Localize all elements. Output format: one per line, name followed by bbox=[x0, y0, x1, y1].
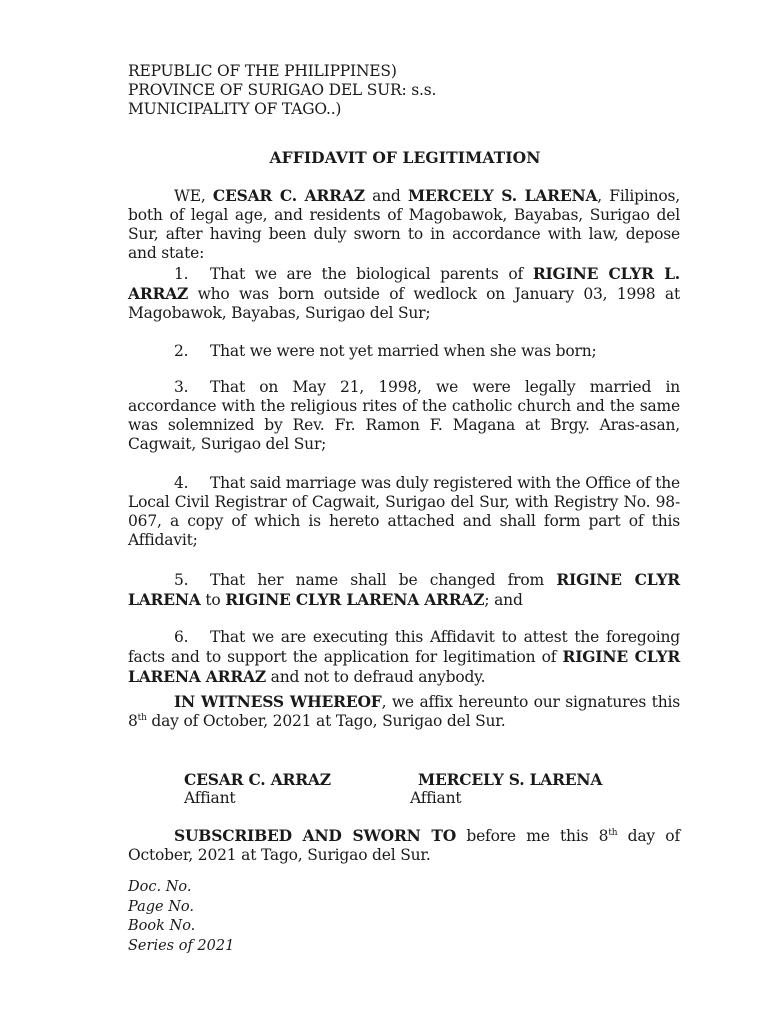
statement-number: 6. bbox=[174, 628, 189, 646]
statement-text: and not to defraud anybody. bbox=[265, 668, 486, 686]
child-new-name: RIGINE CLYR LARENA ARRAZ bbox=[225, 590, 485, 609]
statement-text: That we were not yet married when she was born; bbox=[210, 342, 597, 360]
intro-rest: , Filipinos, both of legal age, and residents of Magobawok, Bayabas, Surigao del Sur, after having been duly sworn to in accordance with law, depose and state: bbox=[128, 187, 680, 262]
statement-number: 4. bbox=[174, 474, 189, 492]
statement-text: to bbox=[200, 591, 226, 609]
page-number-label: Page No. bbox=[128, 898, 194, 915]
signatory-role: Affiant bbox=[410, 789, 462, 807]
signatory-name: CESAR C. ARRAZ bbox=[184, 770, 331, 789]
statement-text: That said marriage was duly registered with the Office of the Local Civil Registrar of Cagwait, Surigao del Sur, with Registry No. 98-067, a copy of which is hereto attached and shall form part of this Affidavit; bbox=[128, 474, 680, 549]
statement-number: 5. bbox=[174, 571, 189, 589]
child-new-name: RIGINE CLYR LARENA ARRAZ bbox=[128, 647, 680, 686]
statement-text: ; and bbox=[484, 591, 523, 609]
statement-number: 1. bbox=[174, 265, 189, 283]
jurat-paragraph bbox=[128, 826, 680, 865]
intro-we: WE, bbox=[174, 187, 213, 205]
statement-text: That we are executing this Affidavit to attest the foregoing facts and to support the application for legitimation of bbox=[128, 628, 680, 666]
series-label: Series of 2021 bbox=[128, 937, 235, 954]
signature-block-2 bbox=[410, 770, 603, 808]
ordinal-suffix: th bbox=[608, 827, 618, 838]
signatory-role: Affiant bbox=[184, 789, 236, 807]
venue-header bbox=[128, 62, 436, 119]
witness-heading: IN WITNESS WHEREOF bbox=[174, 692, 382, 711]
ordinal-suffix: th bbox=[137, 712, 147, 723]
child-current-name: RIGINE CLYR LARENA bbox=[128, 570, 680, 609]
signature-block-1 bbox=[184, 770, 331, 808]
statement-3 bbox=[128, 378, 680, 454]
statement-5 bbox=[128, 570, 680, 610]
doc-number-label: Doc. No. bbox=[128, 879, 192, 895]
witness-text: day of October, 2021 at Tago, Surigao del Sur. bbox=[146, 712, 506, 730]
statement-text: That her name shall be changed from bbox=[210, 571, 557, 589]
document-title: AFFIDAVIT OF LEGITIMATION bbox=[269, 148, 541, 167]
statement-1 bbox=[128, 264, 680, 323]
jurat-text: day of October, 2021 at Tago, Surigao del Sur. bbox=[128, 827, 680, 864]
intro-paragraph bbox=[128, 186, 680, 263]
affiant-name-1: CESAR C. ARRAZ bbox=[212, 186, 365, 205]
signatory-name: MERCELY S. LARENA bbox=[418, 770, 603, 789]
venue-province: PROVINCE OF SURIGAO DEL SUR: s.s. bbox=[128, 81, 437, 99]
jurat-text: before me this 8 bbox=[456, 827, 609, 845]
intro-and: and bbox=[364, 187, 408, 205]
venue-republic: REPUBLIC OF THE PHILIPPINES) bbox=[128, 62, 397, 80]
affiant-name-2: MERCELY S. LARENA bbox=[407, 186, 598, 205]
child-name: RIGINE CLYR L. ARRAZ bbox=[128, 264, 680, 303]
statement-number: 2. bbox=[174, 342, 189, 360]
witness-text: , we affix hereunto our signatures this 8 bbox=[128, 693, 680, 730]
statement-number: 3. bbox=[174, 378, 189, 396]
statement-6 bbox=[128, 628, 680, 687]
notarial-register bbox=[128, 878, 234, 956]
venue-municipality: MUNICIPALITY OF TAGO..) bbox=[128, 100, 342, 118]
statement-2 bbox=[128, 342, 680, 361]
statement-4 bbox=[128, 474, 680, 550]
book-number-label: Book No. bbox=[128, 918, 196, 934]
statement-text: who was born outside of wedlock on January 03, 1998 at Magobawok, Bayabas, Surigao del Sur; bbox=[128, 285, 680, 322]
witness-paragraph bbox=[128, 692, 680, 731]
jurat-heading: SUBSCRIBED AND SWORN TO bbox=[174, 826, 457, 845]
statement-text: That on May 21, 1998, we were legally married in accordance with the religious rites of the catholic church and the same was solemnized by Rev. Fr. Ramon F. Magana at Brgy. Aras-asan, Cagwait, Surigao del Sur; bbox=[128, 378, 680, 453]
statement-text: That we are the biological parents of bbox=[210, 265, 533, 283]
